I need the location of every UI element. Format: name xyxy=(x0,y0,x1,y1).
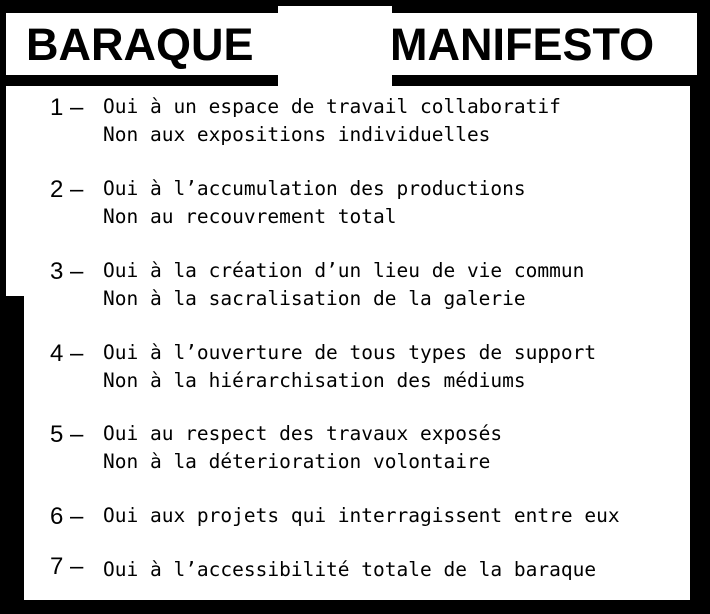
manifesto-item-4 xyxy=(0,341,710,401)
item-number: 4 – xyxy=(50,340,84,367)
item-line-non: Non à la déterioration volontaire xyxy=(103,450,491,473)
item-line-oui: Oui à un espace de travail collaboratif xyxy=(103,95,561,118)
item-line-oui: Oui au respect des travaux exposés xyxy=(103,422,503,445)
item-number: 3 – xyxy=(50,258,84,285)
item-line-oui: Oui aux projets qui interragissent entre eux xyxy=(103,504,620,527)
item-number: 6 – xyxy=(50,503,84,530)
item-number: 2 – xyxy=(50,176,84,203)
title-manifesto: MANIFESTO xyxy=(390,19,655,70)
item-line-oui: Oui à la création d’un lieu de vie commun xyxy=(103,259,585,282)
item-line-non: Non à la sacralisation de la galerie xyxy=(103,287,526,310)
item-number: 5 – xyxy=(50,421,84,448)
item-line-non: Non aux expositions individuelles xyxy=(103,123,491,146)
manifesto-item-5 xyxy=(0,422,710,482)
item-number: 1 – xyxy=(50,94,84,121)
item-line-non: Non à la hiérarchisation des médiums xyxy=(103,369,526,392)
title-baraque: BARAQUE xyxy=(26,19,254,70)
item-number: 7 – xyxy=(50,553,84,580)
item-line-oui: Oui à l’accumulation des productions xyxy=(103,177,526,200)
manifesto-item-7 xyxy=(0,554,710,614)
manifesto-item-3 xyxy=(0,259,710,319)
manifesto-item-2 xyxy=(0,177,710,237)
item-line-non: Non au recouvrement total xyxy=(103,205,397,228)
item-line-oui: Oui à l’ouverture de tous types de support xyxy=(103,341,597,364)
title-strip-center xyxy=(278,6,392,86)
item-line-oui: Oui à l’accessibilité totale de la baraque xyxy=(103,558,597,581)
manifesto-item-1 xyxy=(0,95,710,155)
